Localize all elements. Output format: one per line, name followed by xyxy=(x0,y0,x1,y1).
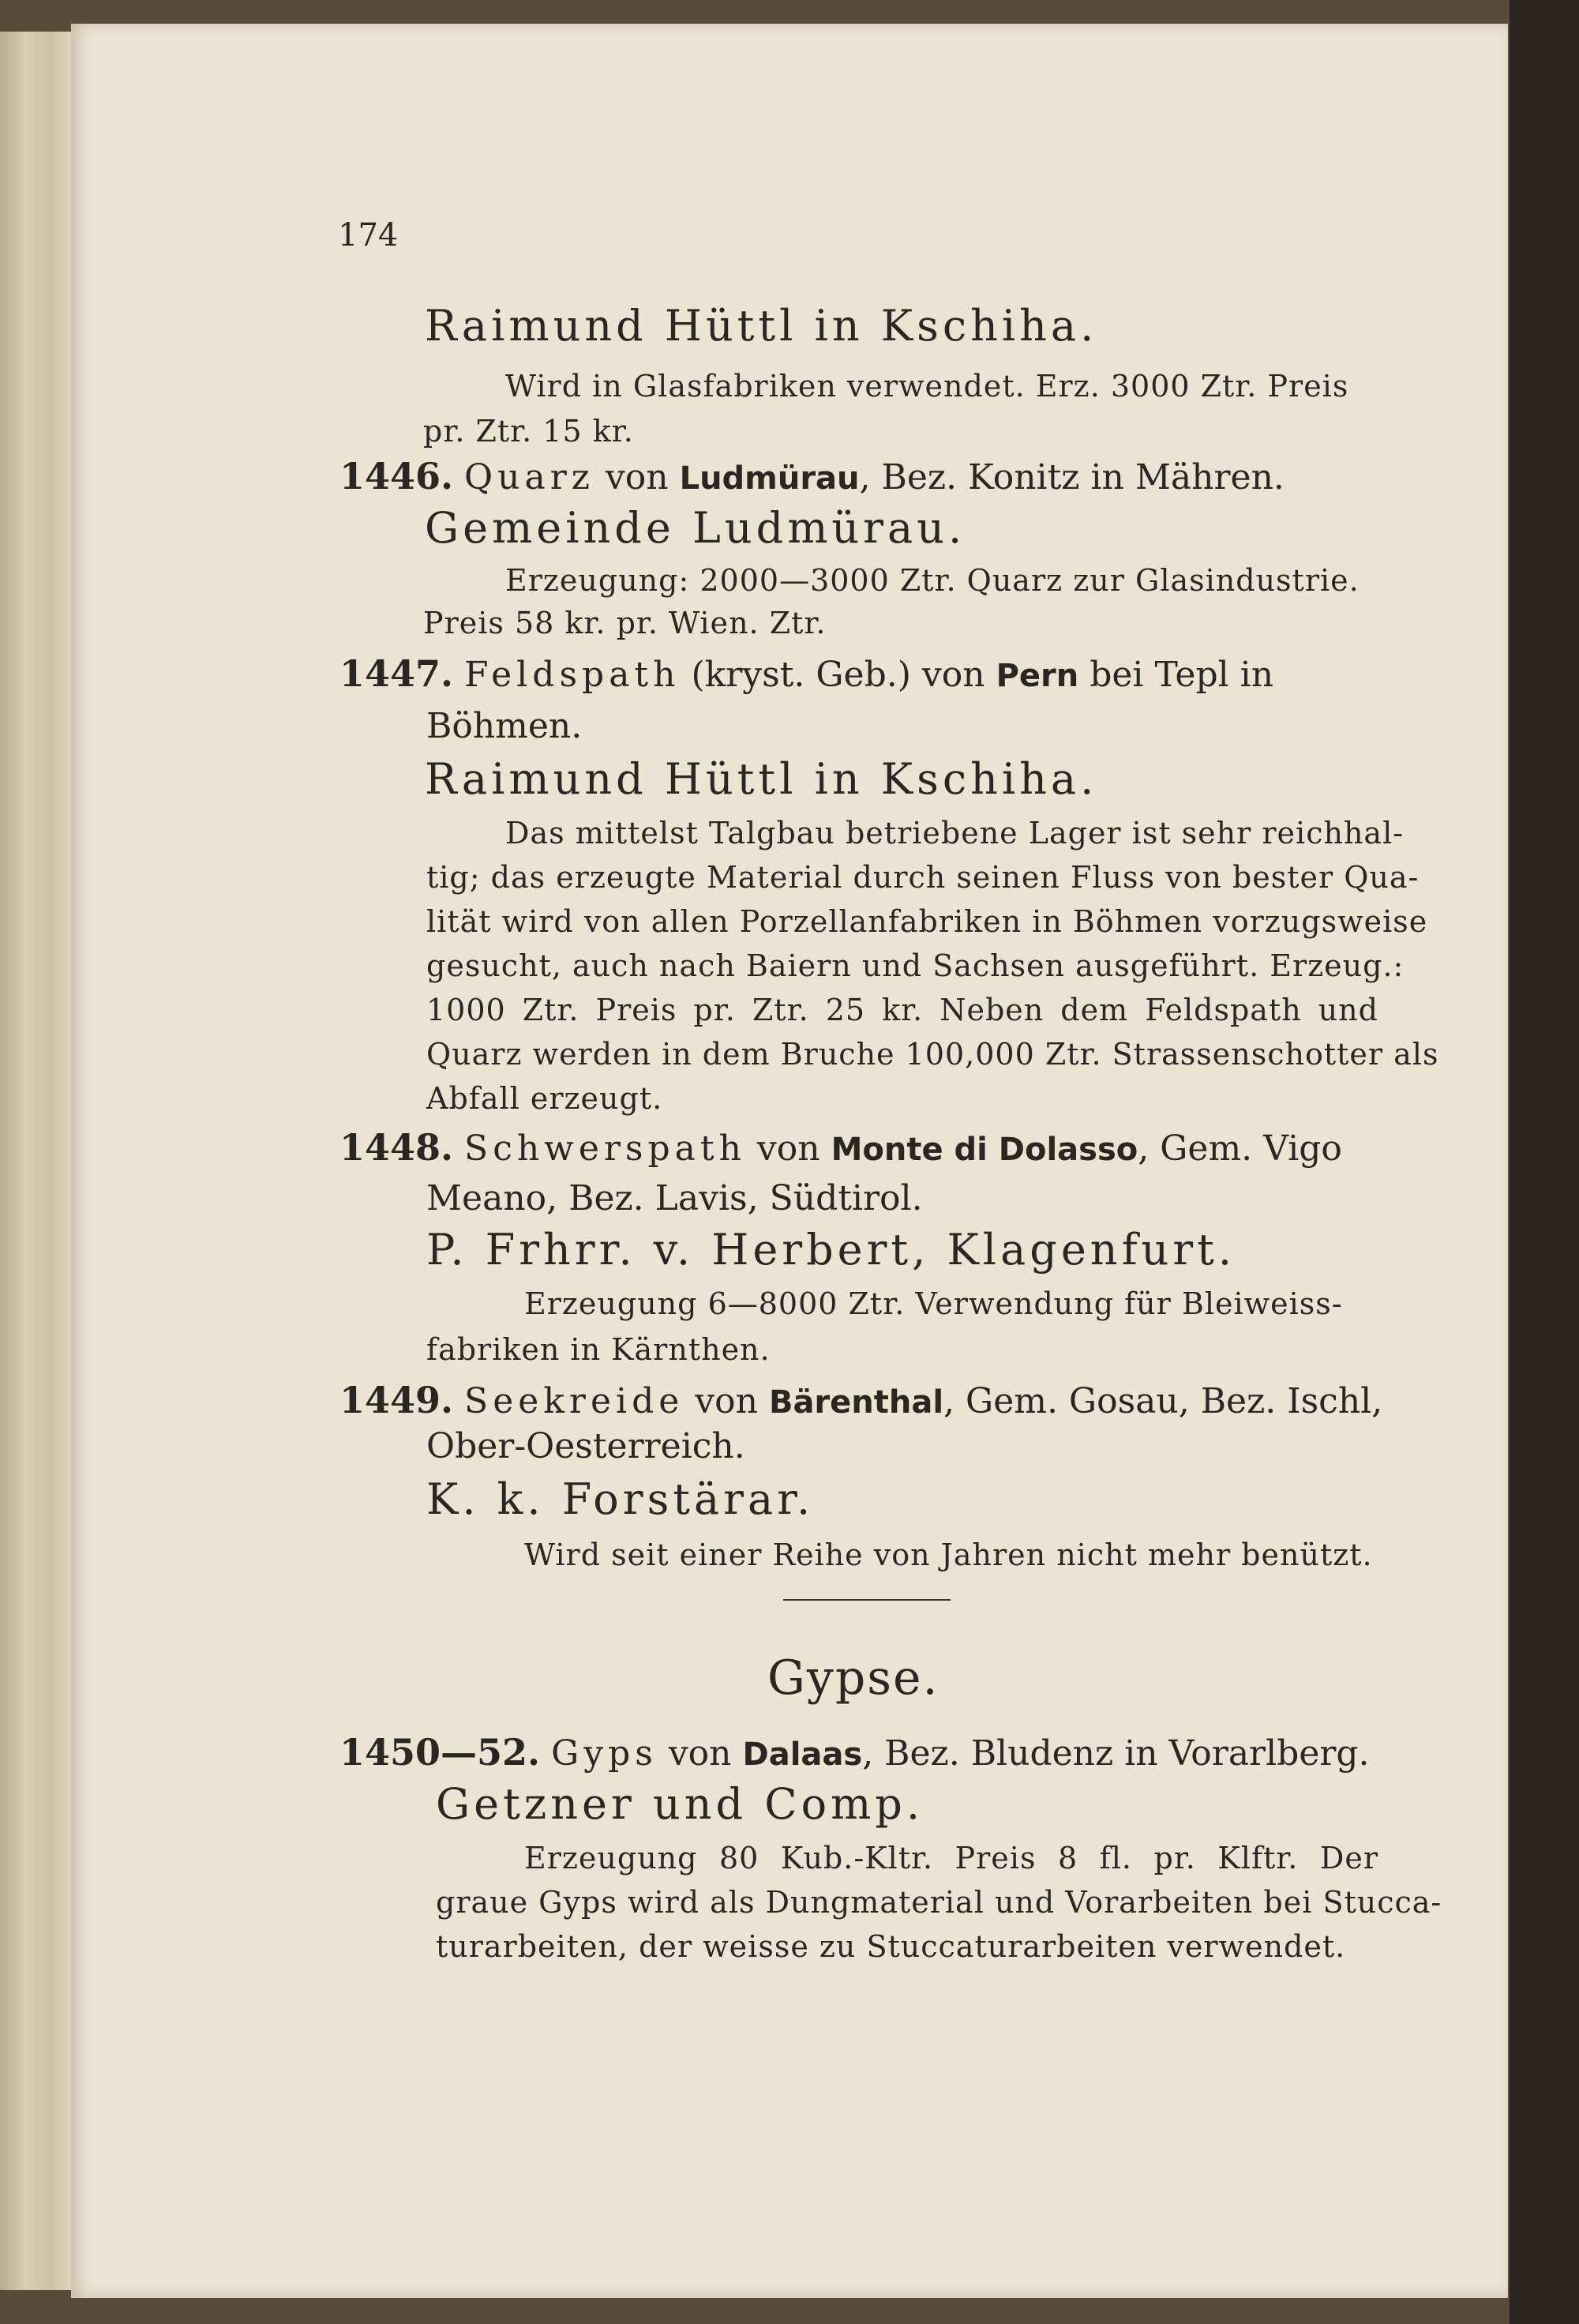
text-line: Meano, Bez. Lavis, Südtirol. xyxy=(426,1178,923,1218)
entry-1447 xyxy=(339,652,1274,695)
entry-1448 xyxy=(339,1126,1342,1169)
text-line: Wird in Glasfabriken verwendet. Erz. 3000 Ztr. Preis xyxy=(505,369,1349,404)
producer-heading: Raimund Hüttl in Kschiha. xyxy=(425,754,1098,804)
entry-number: 1448. xyxy=(339,1126,454,1169)
section-divider xyxy=(783,1599,951,1601)
entry-text: , Bez. Konitz in Mähren. xyxy=(859,457,1285,497)
entry-text: , Gem. Vigo xyxy=(1138,1128,1342,1169)
entry-place: Monte di Dolasso xyxy=(831,1132,1138,1168)
section-title: Gypse. xyxy=(767,1650,940,1706)
text-line: tig; das erzeugte Material durch seinen Fluss von bester Qua- xyxy=(426,860,1420,895)
entry-place: Bärenthal xyxy=(768,1384,944,1421)
producer-heading: Gemeinde Ludmürau. xyxy=(425,503,966,553)
producer-heading: Getzner und Comp. xyxy=(436,1779,925,1829)
entry-material: Seekreide xyxy=(464,1381,684,1421)
entry-text: von xyxy=(684,1381,769,1421)
entry-place: Pern xyxy=(996,658,1079,694)
text-line: fabriken in Kärnthen. xyxy=(426,1332,771,1367)
entry-material: Feldspath xyxy=(464,655,681,695)
text-line: Abfall erzeugt. xyxy=(426,1081,663,1116)
entry-material: Gyps xyxy=(551,1733,658,1774)
text-line: graue Gyps wird als Dungmaterial und Vorarbeiten bei Stucca- xyxy=(436,1885,1442,1920)
text-line: 1000 Ztr. Preis pr. Ztr. 25 kr. Neben dem Feldspath und xyxy=(426,993,1378,1027)
text-line: gesucht, auch nach Baiern und Sachsen ausgeführt. Erzeug.: xyxy=(426,948,1405,983)
entry-text: (kryst. Geb.) von xyxy=(680,655,996,695)
text-line: Preis 58 kr. pr. Wien. Ztr. xyxy=(423,606,827,640)
text-line: Wird seit einer Reihe von Jahren nicht mehr benützt. xyxy=(524,1537,1373,1572)
entry-number: 1450—52. xyxy=(339,1731,541,1774)
entry-text: von xyxy=(657,1733,743,1774)
text-line: Böhmen. xyxy=(426,706,583,746)
entry-text: von xyxy=(594,457,680,497)
entry-place: Ludmürau xyxy=(679,460,860,497)
entry-text: bei Tepl in xyxy=(1078,655,1274,695)
entry-number: 1449. xyxy=(339,1379,454,1421)
entry-1446 xyxy=(339,455,1285,497)
producer-heading: P. Frhrr. v. Herbert, Klagenfurt. xyxy=(426,1225,1236,1275)
text-line: lität wird von allen Porzellanfabriken in Böhmen vorzugsweise xyxy=(426,904,1428,939)
text-line: Ober-Oesterreich. xyxy=(426,1426,745,1466)
text-line: Quarz werden in dem Bruche 100,000 Ztr. Strassenschotter als xyxy=(426,1037,1439,1072)
text-line: pr. Ztr. 15 kr. xyxy=(423,414,634,449)
entry-text: , Gem. Gosau, Bez. Ischl, xyxy=(943,1381,1383,1421)
text-line: turarbeiten, der weisse zu Stuccaturarbeiten verwendet. xyxy=(436,1929,1346,1964)
text-line: Erzeugung: 2000—3000 Ztr. Quarz zur Glasindustrie. xyxy=(505,563,1360,598)
entry-1450-52 xyxy=(339,1731,1370,1774)
text-line: Erzeugung 80 Kub.-Kltr. Preis 8 fl. pr. Klftr. Der xyxy=(524,1841,1378,1875)
entry-material: Quarz xyxy=(464,457,594,497)
entry-material: Schwerspath xyxy=(464,1128,746,1169)
producer-heading: K. k. Forstärar. xyxy=(426,1474,815,1524)
entry-number: 1447. xyxy=(339,652,454,695)
entry-text: , Bez. Bludenz in Vorarlberg. xyxy=(862,1733,1370,1774)
text-line: Das mittelst Talgbau betriebene Lager ist sehr reichhal- xyxy=(505,816,1405,850)
text-line: Erzeugung 6—8000 Ztr. Verwendung für Bleiweiss- xyxy=(524,1286,1343,1321)
entry-number: 1446. xyxy=(339,455,454,497)
entry-1449 xyxy=(339,1379,1383,1421)
entry-place: Dalaas xyxy=(742,1736,863,1773)
page-number: 174 xyxy=(338,217,399,253)
producer-heading: Raimund Hüttl in Kschiha. xyxy=(425,301,1098,351)
entry-text: von xyxy=(745,1128,831,1169)
